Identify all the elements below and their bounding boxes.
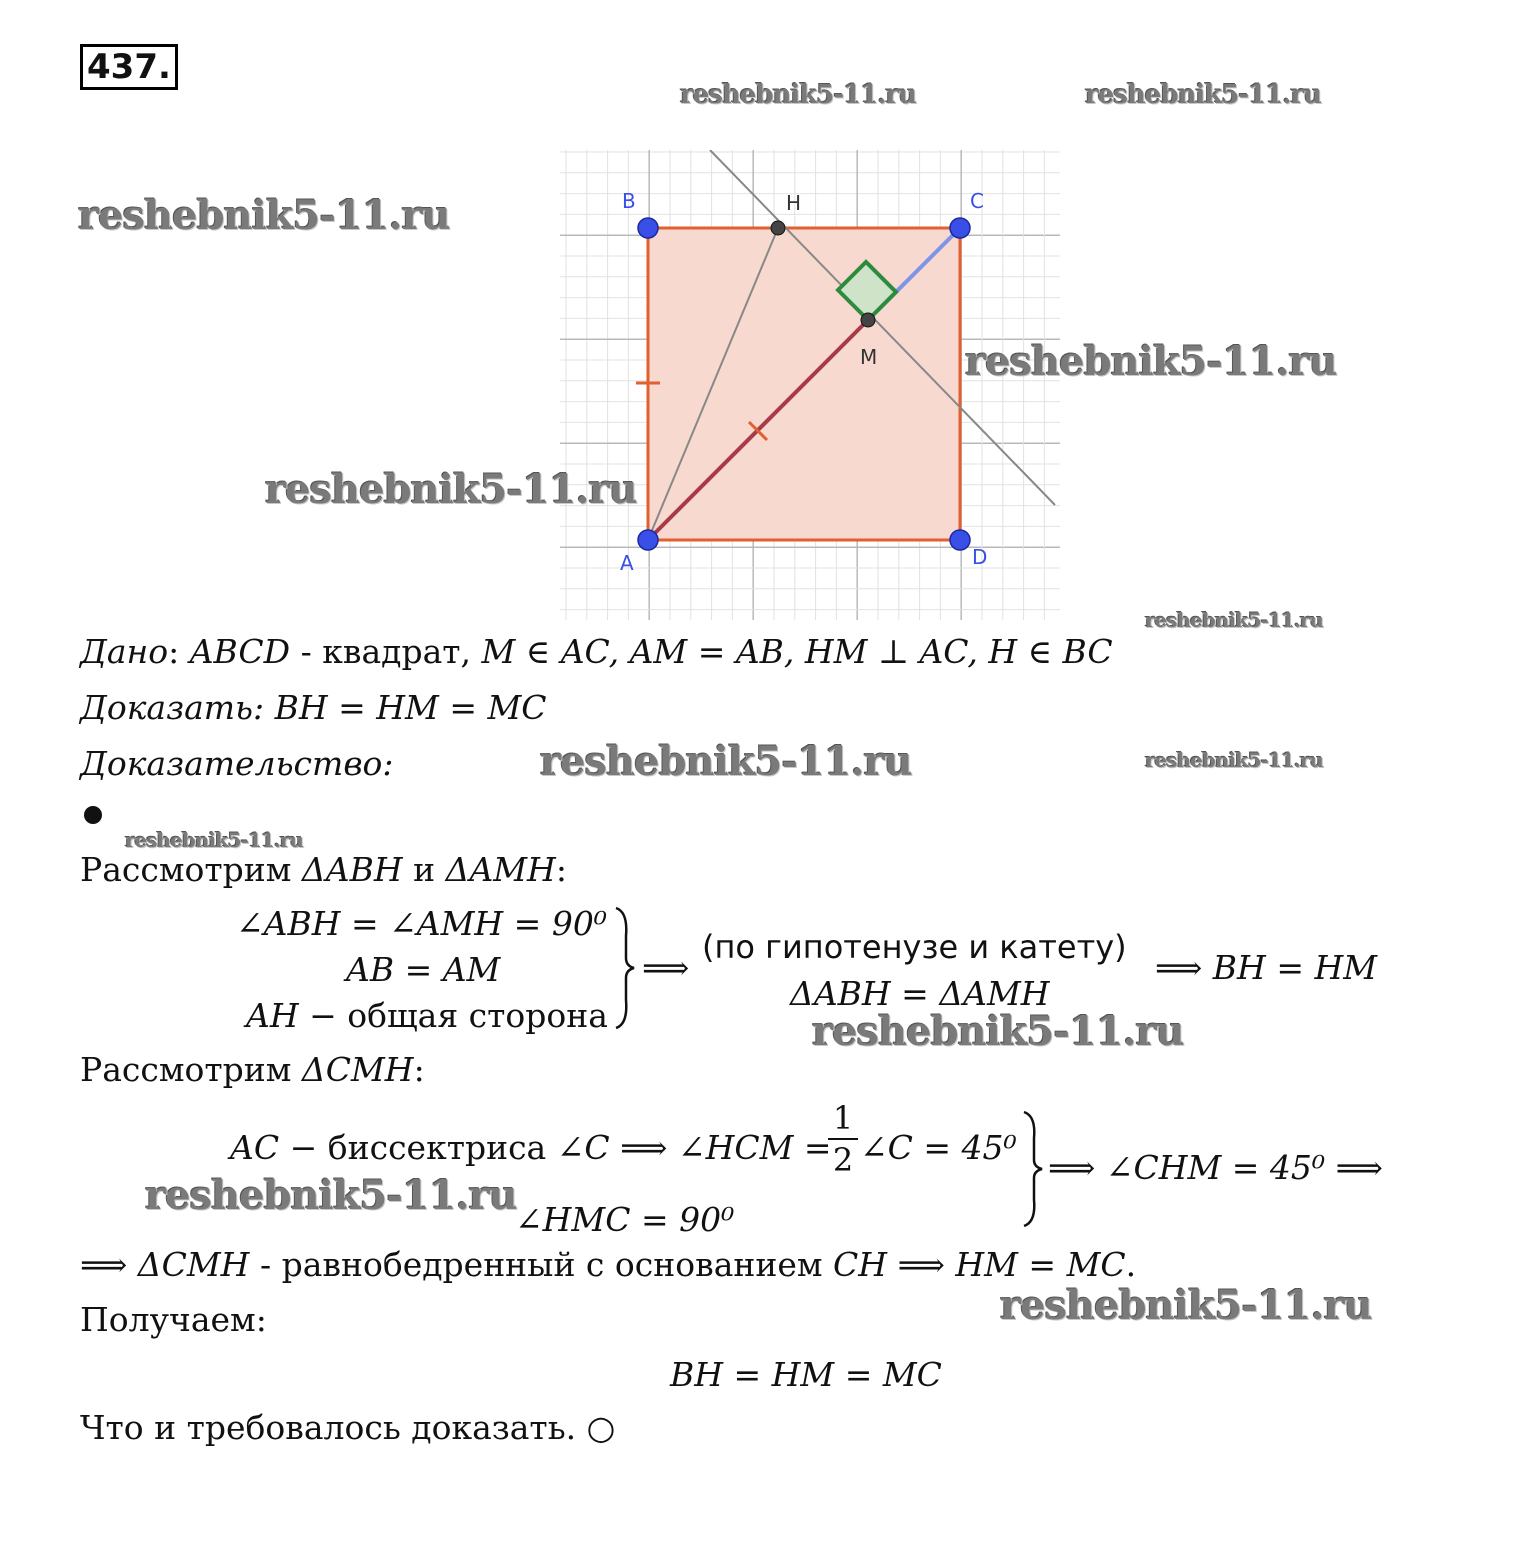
watermark: reshebnik5-11.ru: [812, 1008, 1184, 1055]
step2-cond2: ∠HMC = 90⁰: [515, 1200, 735, 1239]
watermark: reshebnik5-11.ru: [1085, 80, 1322, 110]
prove-label: Доказать: [80, 688, 254, 727]
watermark: reshebnik5-11.ru: [145, 1172, 517, 1219]
final-equation: BH = HM = MC: [670, 1355, 942, 1394]
watermark: reshebnik5-11.ru: [78, 192, 450, 239]
step1-arrow: ⟹: [642, 948, 690, 987]
problem-number: 437.: [80, 44, 178, 90]
label-c: C: [970, 189, 984, 213]
qed-line: Что и требовалось доказать. ○: [80, 1408, 616, 1447]
right-brace: [1020, 1110, 1046, 1228]
label-b: B: [622, 189, 636, 213]
conclusion-line: ⟹ ΔCMH - равнобедренный с основанием CH ⟹ HM = MC.: [80, 1245, 1137, 1284]
watermark: reshebnik5-11.ru: [1145, 608, 1323, 632]
watermark: reshebnik5-11.ru: [965, 338, 1337, 385]
watermark: reshebnik5-11.ru: [125, 828, 303, 852]
step1-congruent: ΔABH = ΔAMH: [790, 974, 1050, 1013]
watermark: reshebnik5-11.ru: [265, 466, 637, 513]
label-h: H: [786, 191, 802, 215]
step2-result: ⟹ ∠CHM = 45⁰ ⟹: [1048, 1148, 1383, 1187]
right-brace: [612, 906, 638, 1030]
step1-result: ⟹ BH = HM: [1155, 948, 1378, 987]
prove-line: Доказать: BH = HM = MC: [80, 688, 547, 727]
bullet: [84, 806, 102, 824]
watermark: reshebnik5-11.ru: [540, 738, 912, 785]
watermark: reshebnik5-11.ru: [1145, 748, 1323, 772]
label-a: A: [620, 551, 634, 575]
step2-cond1-tail: ∠C = 45⁰: [860, 1128, 1017, 1167]
step1-cond1: ∠ABH = ∠AMH = 90⁰: [236, 904, 608, 943]
step1-cond3: AH − общая сторона: [246, 996, 608, 1035]
step2-cond1: AC − биссектриса ∠C ⟹ ∠HCM =: [230, 1128, 832, 1167]
point-b: [638, 218, 658, 238]
point-d: [950, 530, 970, 550]
watermark: reshebnik5-11.ru: [680, 80, 917, 110]
point-a: [638, 530, 658, 550]
watermark: reshebnik5-11.ru: [1000, 1282, 1372, 1329]
step1-intro: Рассмотрим ΔABH и ΔAMH:: [80, 850, 567, 889]
given-label: Дано: [80, 632, 169, 671]
label-m: M: [860, 345, 878, 369]
given-line: Дано: ABCD - квадрат, M ∈ AC, AM = AB, HM ⊥ AC, H ∈ BC: [80, 632, 1113, 671]
label-d: D: [972, 545, 988, 569]
step1-reason: (по гипотенузе и катету): [702, 928, 1127, 966]
step2-intro: Рассмотрим ΔCMH:: [80, 1050, 425, 1089]
point-c: [950, 218, 970, 238]
proof-label: Доказательство:: [80, 744, 394, 783]
point-m: [861, 313, 875, 327]
point-h: [771, 221, 785, 235]
obtain-label: Получаем:: [80, 1300, 267, 1339]
step1-cond2: AB = AM: [346, 950, 501, 989]
fraction: 1 2: [828, 1100, 858, 1178]
geometry-figure: [560, 150, 1060, 620]
